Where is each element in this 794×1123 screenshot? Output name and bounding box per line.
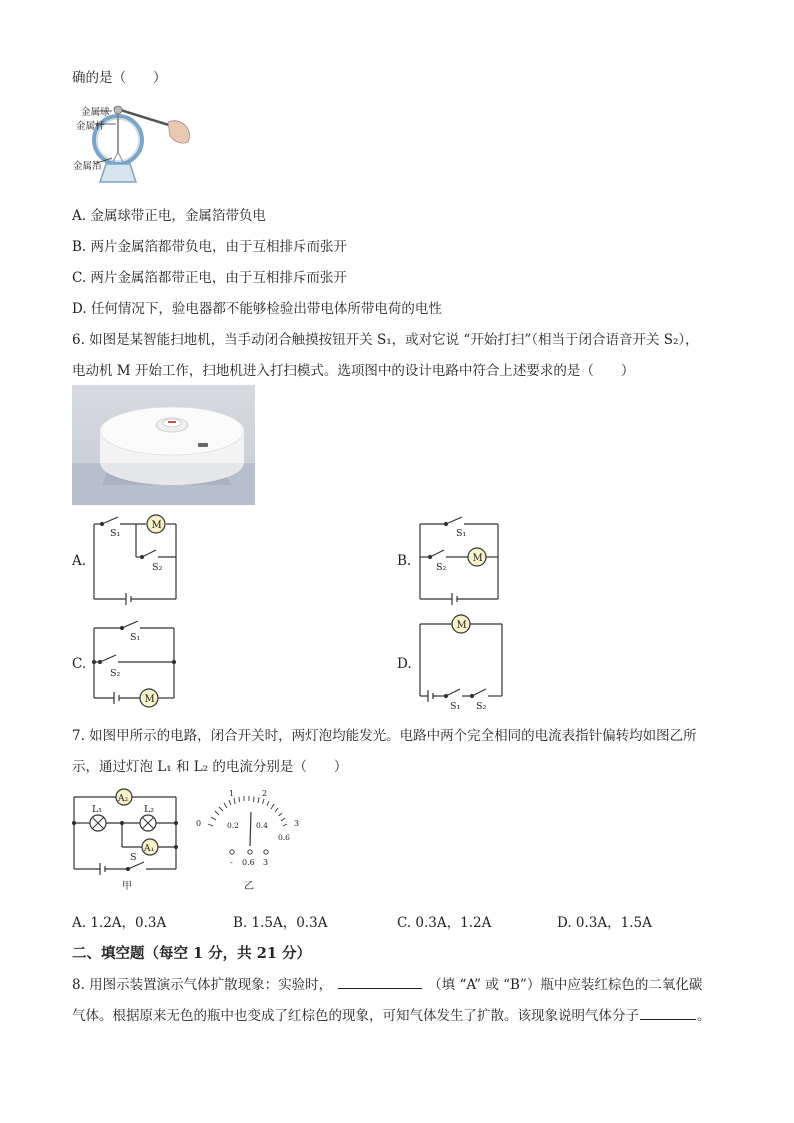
- q6-choice-d: D.: [397, 656, 412, 672]
- terminal-06: 0.6: [242, 858, 255, 867]
- dial-outer-2: 2: [262, 790, 268, 798]
- q7-option-a: A. 1.2A，0.3A: [72, 915, 167, 931]
- q8-blank-2[interactable]: [640, 1006, 696, 1020]
- dial-outer-3: 3: [294, 819, 300, 828]
- circuit-a: [90, 512, 182, 607]
- fig-label-foil: 金属箔: [73, 161, 102, 172]
- s1-label: S₁: [456, 528, 467, 539]
- s2-label: S₂: [152, 562, 163, 573]
- q8-line2-end: 。: [697, 1008, 711, 1024]
- lamp-l2-label: L₂: [144, 804, 155, 815]
- fig-label-ball: 金属球: [81, 107, 110, 118]
- q5-option-a: A. 金属球带正电，金属箔带负电: [72, 208, 266, 224]
- terminal-3: 3: [263, 858, 269, 867]
- q6-stem-line1: 6. 如图是某智能扫地机，当手动闭合触摸按钮开关 S₁，或对它说 “开始打扫”（相当于闭合语音开关 S₂），: [72, 332, 699, 348]
- q6-choice-c: C.: [72, 656, 87, 672]
- q8-line2: [72, 1004, 711, 1024]
- circuit-b: [416, 512, 508, 607]
- electroscope-figure: [72, 96, 202, 188]
- circuit-jia: [70, 785, 182, 895]
- q7-option-b: B. 1.5A，0.3A: [233, 915, 328, 931]
- ammeter-a2-label: A₂: [118, 794, 129, 804]
- circuit-c: [90, 618, 182, 713]
- robot-vacuum-photo: [72, 385, 255, 505]
- lamp-l1-label: L₁: [92, 804, 103, 815]
- dial-outer-0: 0: [196, 819, 202, 828]
- q6-stem-line2: 电动机 M 开始工作，扫地机进入打扫模式。选项图中的设计电路中符合上述要求的是（ ）: [72, 363, 635, 379]
- terminal-neg: -: [230, 858, 233, 867]
- section-title: 二、填空题（每空 1 分，共 21 分）: [72, 945, 311, 962]
- q8-line1-start: 8. 用图示装置演示气体扩散现象：实验时，: [72, 977, 333, 993]
- fig-label-rod: 金属杆: [76, 121, 105, 132]
- fig-yi-caption: 乙: [244, 881, 254, 892]
- ammeter-a1-label: A₁: [144, 844, 155, 854]
- switch-s-label: S: [130, 852, 137, 863]
- circuit-d: [416, 612, 508, 712]
- q5-option-d: D. 任何情况下，验电器都不能够检验出带电体所带电荷的电性: [72, 301, 442, 317]
- s1-label: S₁: [110, 528, 121, 539]
- q5-stem-tail: 确的是（ ）: [72, 70, 167, 86]
- q5-option-b: B. 两片金属箔都带负电，由于互相排斥而张开: [72, 239, 348, 255]
- dial-inner-04: 0.4: [256, 821, 268, 830]
- q6-choice-b: B.: [397, 553, 412, 569]
- s2-label: S₂: [436, 562, 447, 573]
- q8-line2-start: 气体。根据原来无色的瓶中也变成了红棕色的现象，可知气体发生了扩散。该现象说明气体分子: [72, 1008, 639, 1024]
- s1-label: S₁: [450, 701, 461, 712]
- s2-label: S₂: [110, 668, 121, 679]
- q8-blank-1[interactable]: [338, 975, 422, 989]
- q5-option-c: C. 两片金属箔都带正电，由于互相排斥而张开: [72, 270, 347, 286]
- q6-choice-a: A.: [72, 553, 87, 569]
- s1-label: S₁: [130, 632, 141, 643]
- motor-label: M: [144, 694, 155, 705]
- q7-option-c: C. 0.3A，1.2A: [397, 915, 492, 931]
- q8-line1: [72, 973, 702, 993]
- dial-inner-02: 0.2: [227, 821, 239, 830]
- q8-line1-end: （填 “A” 或 “B”）瓶中应装红棕色的二氧化碳: [428, 977, 703, 993]
- fig-jia-caption: 甲: [122, 881, 132, 892]
- q7-stem-line1: 7. 如图甲所示的电路，闭合开关时，两灯泡均能发光。电路中两个完全相同的电流表指针偏转均如图乙所: [72, 728, 697, 744]
- q7-stem-line2: 示，通过灯泡 L₁ 和 L₂ 的电流分别是（ ）: [72, 759, 348, 775]
- dial-outer-1: 1: [229, 790, 235, 798]
- s2-label: S₂: [476, 701, 487, 712]
- dial-inner-06: 0.6: [278, 833, 290, 842]
- ammeter-dial: [194, 790, 306, 896]
- q7-option-d: D. 0.3A，1.5A: [557, 915, 652, 931]
- motor-label: M: [151, 520, 162, 531]
- motor-label: M: [456, 620, 467, 631]
- motor-label: M: [472, 553, 483, 564]
